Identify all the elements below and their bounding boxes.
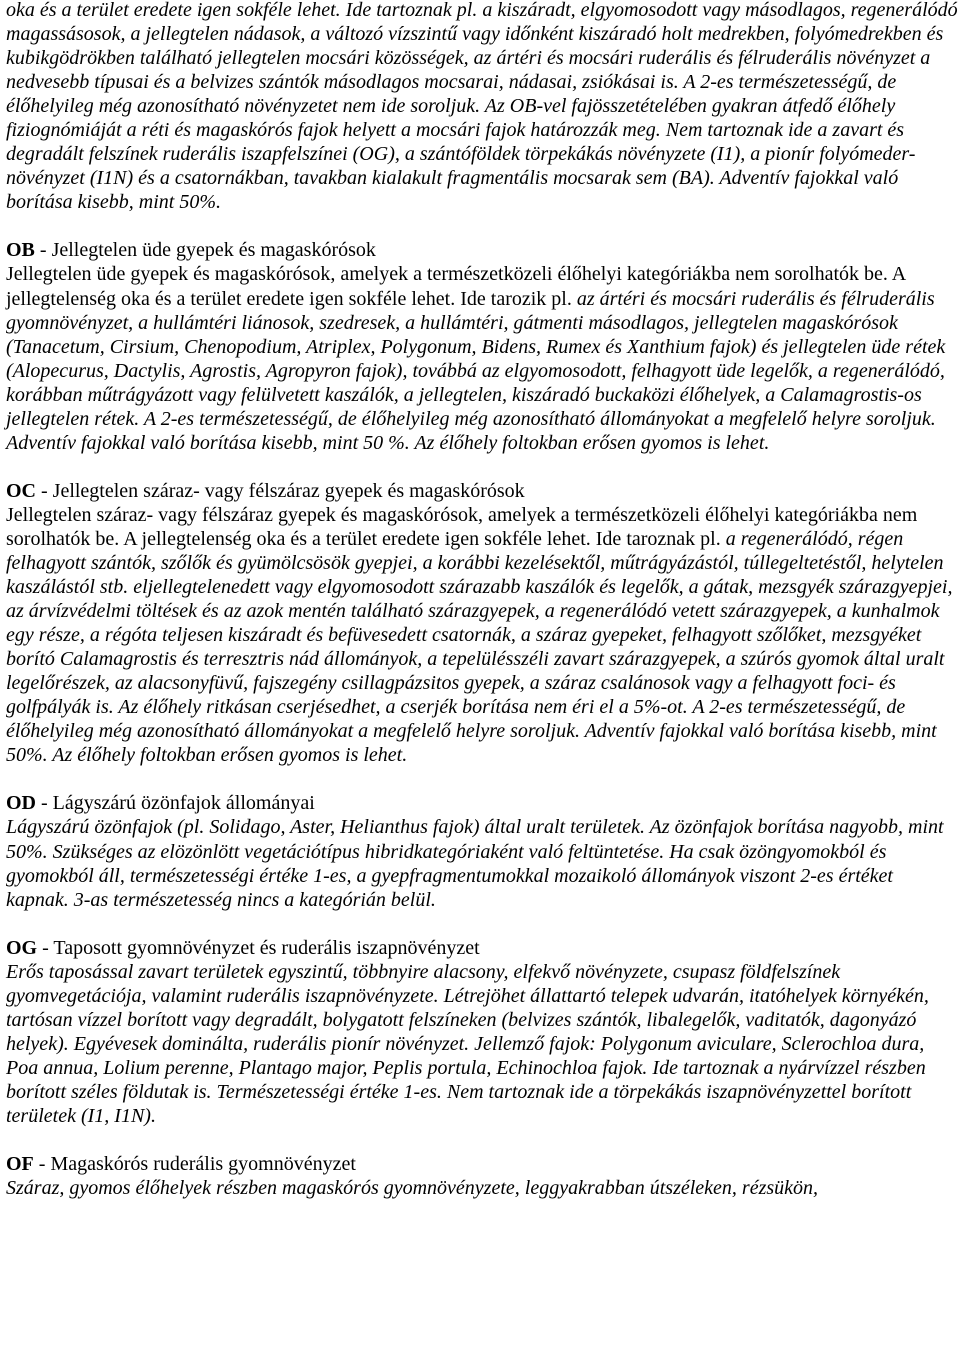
section-title: - Taposott gyomnövényzet és ruderális iszapnövényzet (37, 936, 480, 959)
intro-paragraph: oka és a terület eredete igen sokféle lehet. Ide tartoznak pl. a kiszáradt, elgyomosodott vagy másodlagos, regenerálódó magassásosok, a jellegtelen nádasok, a változó vízszintű vagy időnként kiszáradó holt medrekben, folyómedrekben és kubikgödrökben található jellegtelen mocsári közösségek, az ártéri és mocsári ruderális és félruderális növényzet a nedvesebb típusai és a belvizes szántók másodlagos mocsarai, nádasai, zsiókásai is. A 2-es természetességű, de élőhelyileg még azonosítható növényzetet nem ide soroljuk. Az OB-vel fajösszetételében gyakran átfedő élőhely fiziognómiáját a réti és magaskórós fajok helyett a mocsári fajok határozzák meg. Nem tartoznak ide a zavart és degradált felszínek ruderális iszapfelszínei (OG), a szántóföldek törpekákás növényzete (I1), a pionír folyómeder-növényzet (I1N) és a csatornákban, tavakban kialakult fragmentális mocsarak sem (BA). Adventív fajokkal való borítása kisebb, mint 50%. (6, 0, 958, 214)
section-body (6, 503, 958, 768)
section-body-italic: Száraz, gyomos élőhelyek részben magaskórós gyomnövényzete, leggyakrabban útszéleken, rézsükön, (6, 1177, 819, 1200)
section-heading (6, 936, 958, 960)
section-heading (6, 1152, 958, 1176)
section-body (6, 262, 958, 454)
section-heading (6, 791, 958, 815)
section-code: OC (6, 479, 36, 502)
section-ob (6, 238, 958, 454)
section-body-italic: Lágyszárú özönfajok (pl. Solidago, Aster, Helianthus fajok) által uralt területek. Az özönfajok borítása nagyobb, mint 50%. Szükséges az elözönlött vegetációtípus hibridkategóriaként való feltüntetése. Ha csak özöngyomokból és gyomokból áll, természetességi értéke 1-es, a gyepfragmentumokkal mozaikoló állományok viszont 2-es értéket kapnak. 3-as természetesség nincs a kategórián belül. (6, 816, 944, 911)
section-code: OB (6, 239, 35, 262)
section-body-italic: a regenerálódó, régen felhagyott szántók, szőlők és gyümölcsösök gyepjei, a korábbi kezelésektől, műtrágyázástól, túllegeltetéstől, helytelen kaszálástól stb. eljellegtelenedett vagy elgyomosodott szárazabb kaszálók és legelők, a gátak, mezsgyék szárazgyepjei, az árvízvédelmi töltések és az azok mentén található szárazgyepek, a regenerálódó vetett szárazgyepek, a kunhalmok egy része, a régóta teljesen kiszáradt és befüvesedett csatornák, a száraz gyepeket, felhagyott szőlőket, mezsgyéket borító Calamagrostis és terresztris nád állományok, a tepelülésszéli zavart szárazgyepek, a szúrós gyomok által uralt legelőrészek, az alacsonyfüvű, fajszegény csillagpázsitos gyepek, a száraz csalánosok vagy a felhagyott foci- és golfpályák is. Az élőhely ritkásan cserjésedhet, a cserjék borítása nem éri el a 5%-ot. A 2-es természetességű, de élőhelyileg még azonosítható állományokat a megfelelő helyre soroljuk. Adventív fajokkal való borítása kisebb, mint 50%. Az élőhely foltokban erősen gyomos is lehet. (6, 527, 953, 767)
section-oc (6, 479, 958, 768)
section-body-italic: az ártéri és mocsári ruderális és félruderális gyomnövényzet, a hullámtéri liánosok, szedresek, a hullámtéri, gátmenti másodlagos, jellegtelen magaskórósok (Tanacetum, Cirsium, Chenopodium, Atriplex, Polygonum, Bidens, Rumex és Xanthium fajok) és jellegtelen üde rétek (Alopecurus, Dactylis, Agrostis, Agropyron fajok), továbbá az elgyomosodott, felhagyott üde legelők, a regenerálódó, korábban műtrágyázott vagy felülvetett kaszálók, a jellegtelen, kiszáradó buckaközi élőhelyek, a Calamagrostis-os jellegtelen rétek. A 2-es természetességű, de élőhelyileg még azonosítható állományokat a megfelelő helyre soroljuk. Adventív fajokkal való borítása kisebb, mint 50 %. Az élőhely foltokban erősen gyomos is lehet. (6, 287, 946, 454)
section-od (6, 791, 958, 911)
section-code: OD (6, 792, 36, 815)
section-body (6, 960, 958, 1128)
section-code: OF (6, 1153, 34, 1176)
section-of (6, 1152, 958, 1200)
section-heading (6, 238, 958, 262)
section-heading (6, 479, 958, 503)
section-code: OG (6, 936, 38, 959)
section-title: - Magaskórós ruderális gyomnövényzet (33, 1153, 356, 1176)
section-body-italic: Erős taposással zavart területek egyszintű, többnyire alacsony, elfekvő növényzete, csupasz földfelszínek gyomvegetációja, valamint ruderális iszapnövényzete. Létrejöhet állattartó telepek udvarán, itatóhelyek környékén, tartósan vízzel borított vagy degradált, bolygatott felszíneken (belvizes szántók, libalegelők, vaditatók, dagonyázó helyek). Egyévesek dominálta, ruderális pionír növényzet. Jellemző fajok: Polygonum aviculare, Sclerochloa dura, Poa annua, Lolium perenne, Plantago major, Peplis portula, Echinochloa fajok. Ide tartoznak a nyárvízzel részben borított széles földutak is. Természetességi értéke 1-es. Nem tartoznak ide a törpekákás iszapnövényzettel borított területek (I1, I1N). (6, 960, 929, 1127)
section-body (6, 1176, 958, 1200)
section-body-normal: Jellegtelen üde gyepek és magaskórósok, amelyek a természetközeli élőhelyi kategóriákba nem sorolhatók be. A jellegtelenség oka és a terület eredete igen sokféle lehet. Ide tarozik pl. (6, 263, 906, 310)
section-title: - Jellegtelen száraz- vagy félszáraz gyepek és magaskórósok (36, 479, 525, 502)
section-og (6, 936, 958, 1128)
section-title: - Lágyszárú özönfajok állományai (36, 792, 315, 815)
section-body-normal: Jellegtelen száraz- vagy félszáraz gyepek és magaskórósok, amelyek a természetközeli élőhelyi kategóriákba nem sorolhatók be. A jellegtelenség oka és a terület eredete igen sokféle lehet. Ide taroznak pl. (6, 503, 918, 550)
section-body (6, 815, 958, 911)
section-title: - Jellegtelen üde gyepek és magaskórósok (34, 239, 376, 262)
